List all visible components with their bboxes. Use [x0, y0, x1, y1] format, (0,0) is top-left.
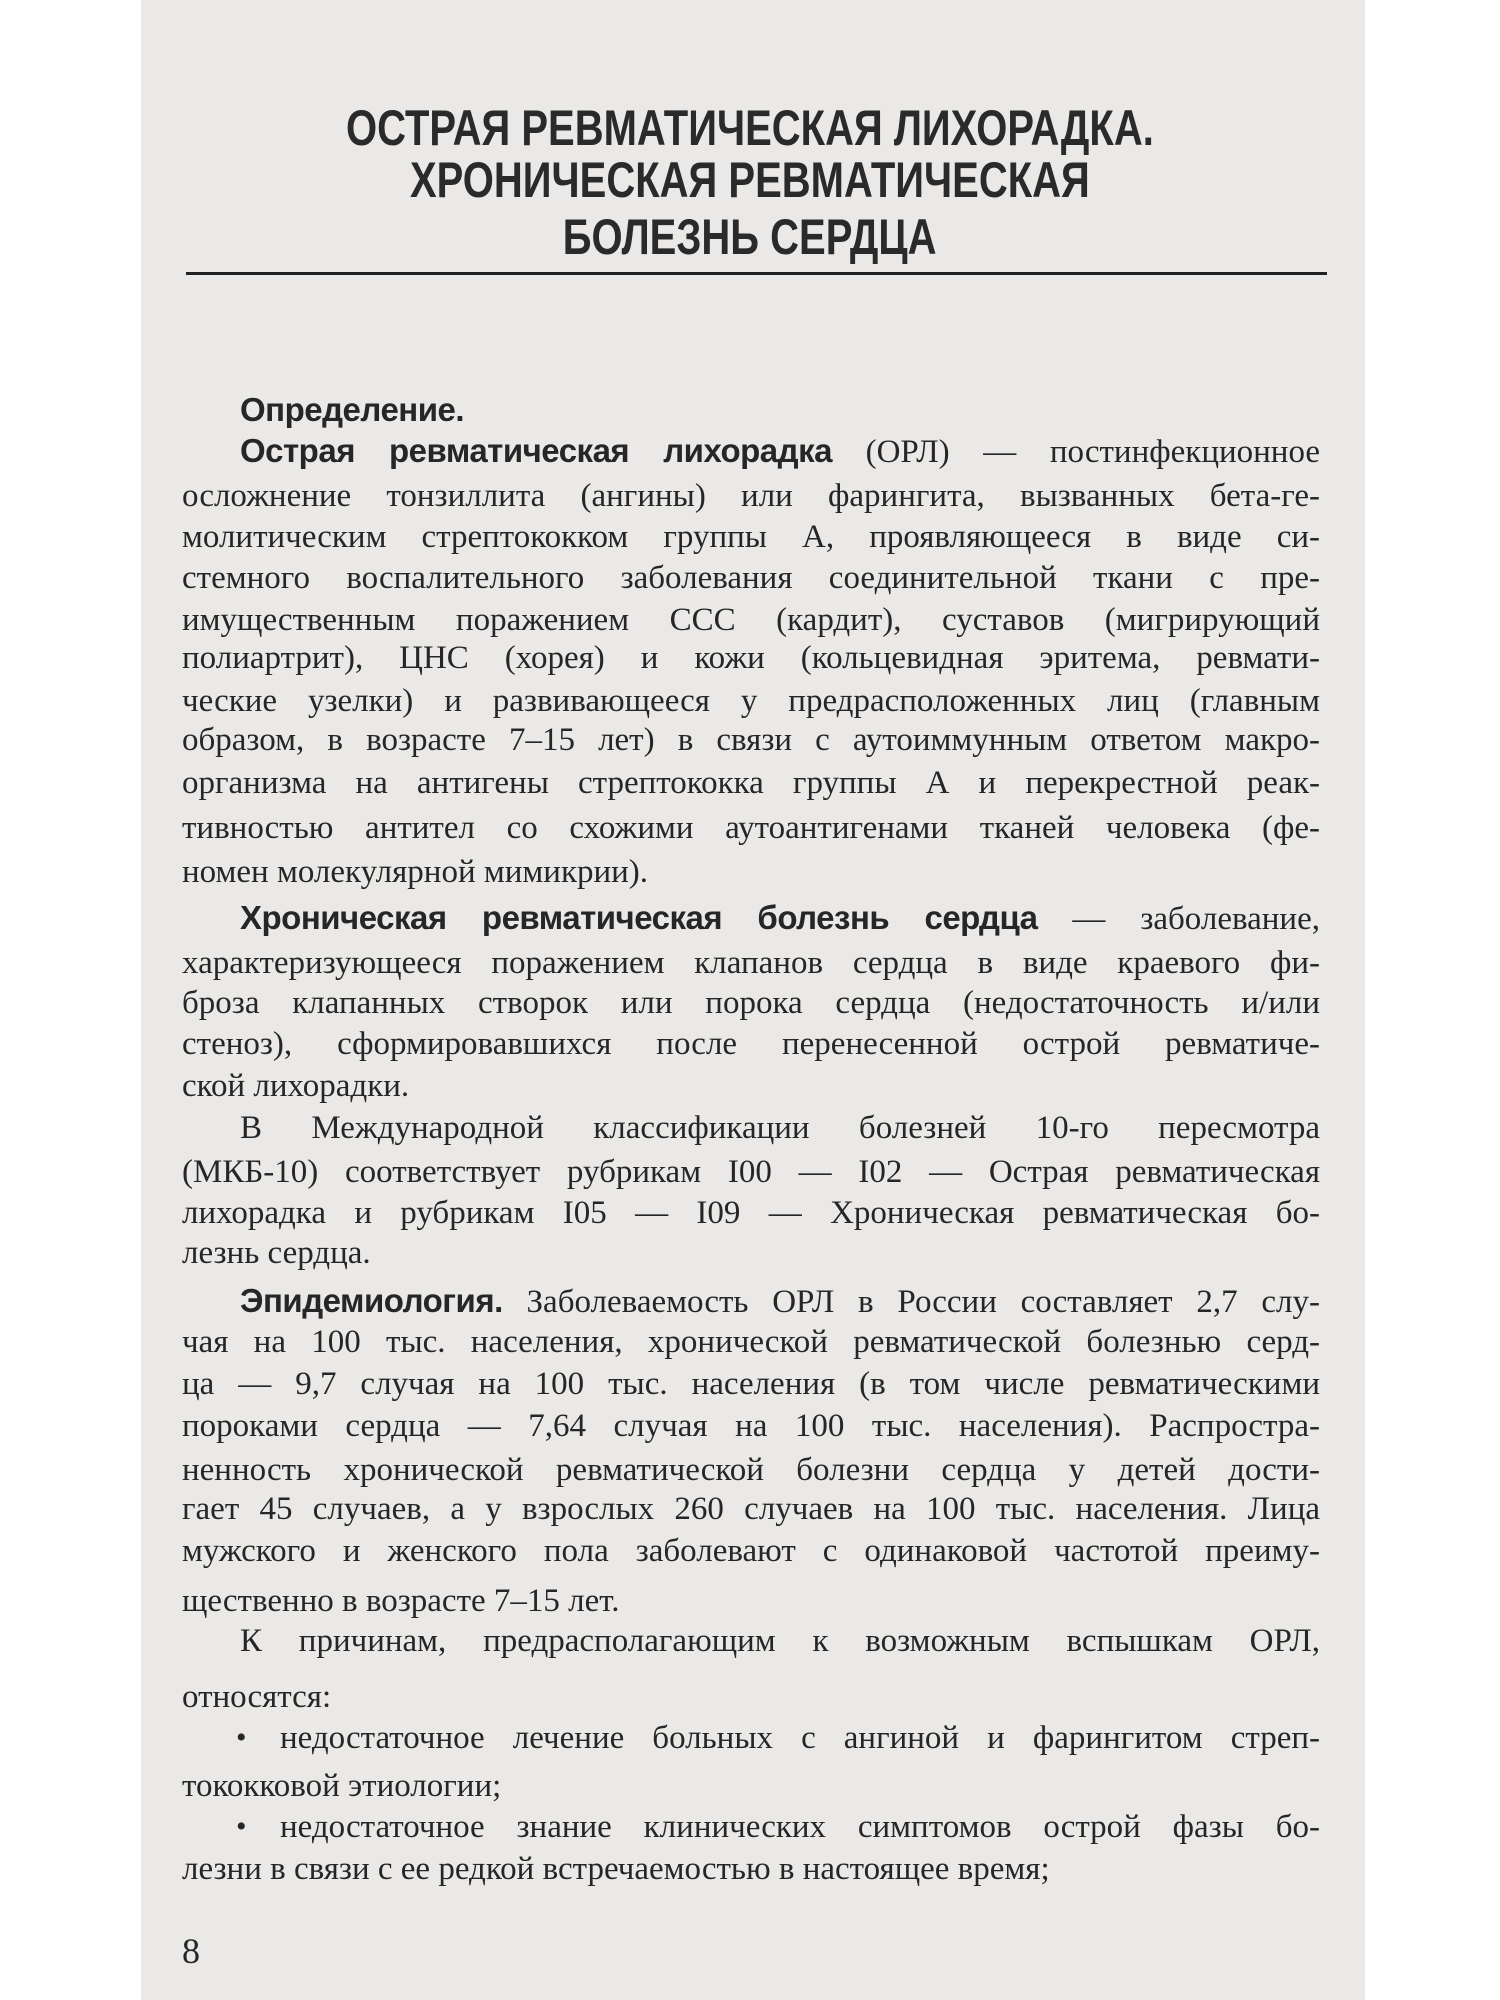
text-run: В Международной классификации болезней 10-го пересмотра [240, 1110, 1320, 1146]
text-line [182, 1363, 1320, 1405]
bullet-line [182, 1848, 1320, 1890]
chapter-title-line-1 [0, 98, 1500, 158]
text-run: (МКБ-10) соответствует рубрикам I00 — I02 — Острая ревматическая [182, 1154, 1320, 1190]
text-line [240, 389, 1320, 432]
bullet-icon: • [236, 1810, 247, 1843]
text-run: броза клапанных створок или порока сердца (недостаточность и/или [182, 985, 1320, 1021]
text-run: имущественным поражением ССС (кардит), суставов (мигрирующий [182, 602, 1320, 638]
text-line [182, 1232, 1320, 1274]
text-line [182, 1488, 1320, 1530]
title-divider [186, 272, 1327, 275]
text-line [182, 516, 1320, 558]
text-line [182, 557, 1320, 599]
text-line [240, 1280, 1320, 1323]
text-run: недостаточное лечение больных с ангиной и фарингитом стреп- [280, 1720, 1320, 1756]
bold-term: Острая ревматическая лихорадка [240, 432, 832, 469]
text-run: организма на антигены стрептококка группы А и перекрестной реак- [182, 765, 1320, 801]
bullet-icon: • [236, 1721, 247, 1754]
text-run: щественно в возрасте 7–15 лет. [182, 1583, 620, 1619]
bold-term: Определение. [240, 391, 465, 428]
text-line [182, 1449, 1320, 1491]
text-line [182, 851, 1320, 893]
text-run: полиартрит), ЦНС (хорея) и кожи (кольцевидная эритема, ревмати- [182, 640, 1320, 676]
text-line [182, 1151, 1320, 1193]
text-line [182, 719, 1320, 761]
text-line [182, 1676, 1320, 1718]
bullet-line [280, 1717, 1320, 1759]
text-line [182, 680, 1320, 722]
title-text: ОСТРАЯ РЕВМАТИЧЕСКАЯ ЛИХОРАДКА. [346, 100, 1154, 156]
text-run: ческие узелки) и развивающееся у предрасположенных лиц (главным [182, 683, 1320, 719]
text-line [182, 1530, 1320, 1572]
text-run: К причинам, предрасполагающим к возможным вспышкам ОРЛ, [240, 1623, 1320, 1659]
text-run: ненность хронической ревматической болезни сердца у детей дости- [182, 1452, 1320, 1488]
text-run: — заболевание, [1037, 901, 1320, 937]
text-run: тивностью антител со схожими аутоантигенами тканей человека (фе- [182, 810, 1320, 846]
text-line [182, 1192, 1320, 1234]
text-run: лезнь сердца. [182, 1235, 371, 1271]
text-run: пороками сердца — 7,64 случая на 100 тыс. населения). Распростра- [182, 1408, 1320, 1444]
text-run: (ОРЛ) — постинфекционное [831, 434, 1321, 470]
text-line [240, 1107, 1320, 1149]
text-run: тококковой этиологии; [182, 1768, 502, 1804]
text-line [240, 430, 1320, 473]
text-run: мужского и женского пола заболевают с одинаковой частотой преиму- [182, 1533, 1320, 1569]
page-number: 8 [182, 1931, 200, 1971]
chapter-title-line-3 [0, 207, 1500, 267]
text-run: Заболеваемость ОРЛ в России составляет 2,7 слу- [502, 1284, 1320, 1320]
text-run: чая на 100 тыс. населения, хронической ревматической болезнью серд- [182, 1324, 1320, 1360]
text-line [182, 599, 1320, 641]
title-text: ХРОНИЧЕСКАЯ РЕВМАТИЧЕСКАЯ [410, 152, 1090, 208]
text-run: осложнение тонзиллита (ангины) или фарингита, вызванных бета-ге- [182, 478, 1320, 514]
text-run: стемного воспалительного заболевания соединительной ткани с пре- [182, 560, 1320, 596]
text-line [182, 1321, 1320, 1363]
text-line [182, 1405, 1320, 1447]
text-run: лихорадка и рубрикам I05 — I09 — Хроническая ревматическая бо- [182, 1195, 1320, 1231]
text-run: относятся: [182, 1679, 332, 1715]
text-run: образом, в возрасте 7–15 лет) в связи с аутоиммунным ответом макро- [182, 722, 1320, 758]
bold-term: Эпидемиология. [240, 1282, 503, 1319]
text-line [240, 897, 1320, 940]
text-run: молитическим стрептококком группы А, проявляющееся в виде си- [182, 519, 1320, 555]
text-run: гает 45 случаев, а у взрослых 260 случаев на 100 тыс. населения. Лица [182, 1491, 1320, 1527]
text-run: лезни в связи с ее редкой встречаемостью в настоящее время; [182, 1851, 1050, 1887]
title-text: БОЛЕЗНЬ СЕРДЦА [563, 209, 937, 265]
text-line [182, 807, 1320, 849]
bullet-line [280, 1806, 1320, 1848]
text-run: недостаточное знание клинических симптомов острой фазы бо- [280, 1809, 1320, 1845]
text-line [182, 475, 1320, 517]
text-line [182, 942, 1320, 984]
text-line [182, 982, 1320, 1024]
text-run: номен молекулярной мимикрии). [182, 854, 649, 890]
text-line [182, 637, 1320, 679]
text-run: характеризующееся поражением клапанов сердца в виде краевого фи- [182, 945, 1320, 981]
bullet-line [182, 1765, 1320, 1807]
text-line [182, 1580, 1320, 1622]
text-line [182, 1023, 1320, 1065]
text-run: ца — 9,7 случая на 100 тыс. населения (в том числе ревматическими [182, 1366, 1320, 1402]
text-run: ской лихорадки. [182, 1068, 410, 1104]
text-line [240, 1620, 1320, 1662]
chapter-title-line-2 [0, 150, 1500, 210]
bold-term: Хроническая ревматическая болезнь сердца [240, 899, 1038, 936]
text-run: стеноз), сформировавшихся после перенесенной острой ревматиче- [182, 1026, 1320, 1062]
text-line [182, 762, 1320, 804]
text-line [182, 1065, 1320, 1107]
